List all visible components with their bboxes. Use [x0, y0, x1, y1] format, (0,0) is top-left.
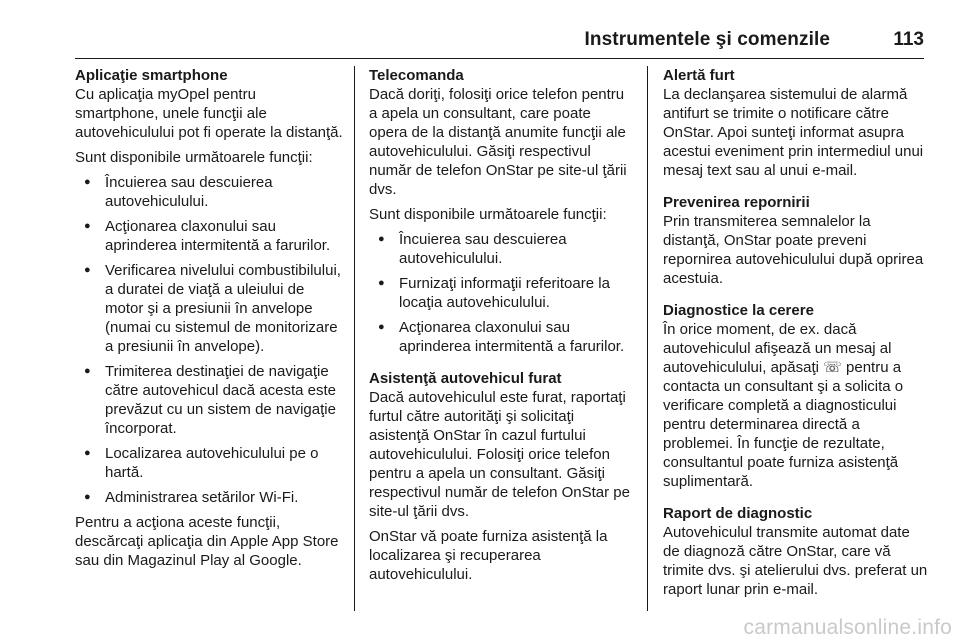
paragraph: Sunt disponibile următoarele funcţii: [75, 149, 313, 166]
section-diagnostic-report [663, 504, 929, 599]
paragraph: Dacă autovehiculul este furat, raportaţi furtul către autorităţi şi solicitaţi asistenţă OnStar în cazul furtului autovehiculului. Folosiţi orice telefon pentru a apela un consultant. Găsiţi respectivul număr de telefon OnStar pe site-ul ţării dvs. [369, 389, 630, 520]
list-item: ● Furnizaţi informaţii referitoare la locaţia autovehiculului. [369, 274, 633, 312]
section-heading: Diagnostice la cerere [663, 302, 814, 319]
list-item: ● Administrarea setărilor Wi-Fi. [75, 488, 343, 507]
list-item: ● Localizarea autovehiculului pe o hartă. [75, 444, 343, 482]
page-header [75, 24, 924, 59]
section-remote-control [369, 66, 633, 356]
section-heading: Asistenţă autovehicul furat [369, 370, 562, 387]
paragraph: La declanşarea sistemului de alarmă antifurt se trimite o notificare către OnStar. Apoi sunteţi informat asupra acestui eveniment prin intermediul unui mesaj text sau al unui e-mail. [663, 86, 924, 179]
section-restart-prevention [663, 193, 929, 288]
page-number: 113 [893, 29, 924, 50]
column-divider [647, 66, 648, 611]
list-item: ● Acţionarea claxonului sau aprinderea intermitentă a farurilor. [369, 318, 633, 356]
bullet-list [75, 173, 343, 507]
paragraph: În orice moment, de ex. dacă autovehiculul afişează un mesaj al autovehiculului, apăsaţi ☏ pentru a contacta un consultant şi a solicita o verificare completă a diagnosticului pentru determinarea directă a problemei. În funcţie de rezultate, consultantul poate furniza asistenţă suplimentară. [663, 321, 904, 490]
watermark: carmanualsonline.info [743, 616, 952, 639]
column-1 [75, 66, 343, 614]
paragraph: Prin transmiterea semnalelor la distanţă, OnStar poate preveni repornirea autovehiculului după oprirea acestuia. [663, 213, 924, 287]
bullet-list [369, 230, 633, 356]
list-item: ● Încuierea sau descuierea autovehiculului. [369, 230, 633, 268]
chapter-title: Instrumentele şi comenzile [584, 29, 830, 50]
section-heading: Raport de diagnostic [663, 505, 813, 522]
paragraph: Autovehiculul transmite automat date de diagnoză către OnStar, care vă trimite dvs. şi atelierului dvs. preferat un raport lunar prin e-mail. [663, 524, 928, 598]
column-3 [663, 66, 929, 614]
column-2 [369, 66, 633, 614]
section-stolen-vehicle [369, 369, 633, 584]
list-item: ● Încuierea sau descuierea autovehiculului. [75, 173, 343, 211]
section-heading: Aplicaţie smartphone [75, 67, 228, 84]
section-theft-alert [663, 66, 929, 180]
list-item: ● Verificarea nivelului combustibilului, a duratei de viaţă a uleiului de motor şi a presiunii în anvelope (numai cu sistemul de monitorizare a presiunii în anvelope). [75, 261, 343, 356]
section-diagnostics-on-demand [663, 301, 929, 491]
section-heading: Prevenirea repornirii [663, 194, 810, 211]
list-item: ● Acţionarea claxonului sau aprinderea intermitentă a farurilor. [75, 217, 343, 255]
paragraph: Dacă doriţi, folosiţi orice telefon pentru a apela un consultant, care poate opera de la distanţă anumite funcţii ale autovehiculului. Găsiţi respectivul număr de telefon OnStar pe site-ul ţării dvs. [369, 86, 627, 198]
section-heading: Alertă furt [663, 67, 735, 84]
column-divider [354, 66, 355, 611]
paragraph: Cu aplicaţia myOpel pentru smartphone, unele funcţii ale autovehiculului pot fi operate la distanţă. [75, 86, 343, 141]
paragraph: Sunt disponibile următoarele funcţii: [369, 206, 607, 223]
paragraph: Pentru a acţiona aceste funcţii, descărcaţi aplicaţia din Apple App Store sau din Magazinul Play al Google. [75, 514, 339, 569]
list-item: ● Trimiterea destinaţiei de navigaţie către autovehicul dacă acesta este prevăzut cu un sistem de navigaţie încorporat. [75, 362, 343, 438]
section-smartphone-app [75, 66, 343, 570]
paragraph: OnStar vă poate furniza asistenţă la localizarea şi recuperarea autovehiculului. [369, 528, 608, 583]
section-heading: Telecomanda [369, 67, 464, 84]
